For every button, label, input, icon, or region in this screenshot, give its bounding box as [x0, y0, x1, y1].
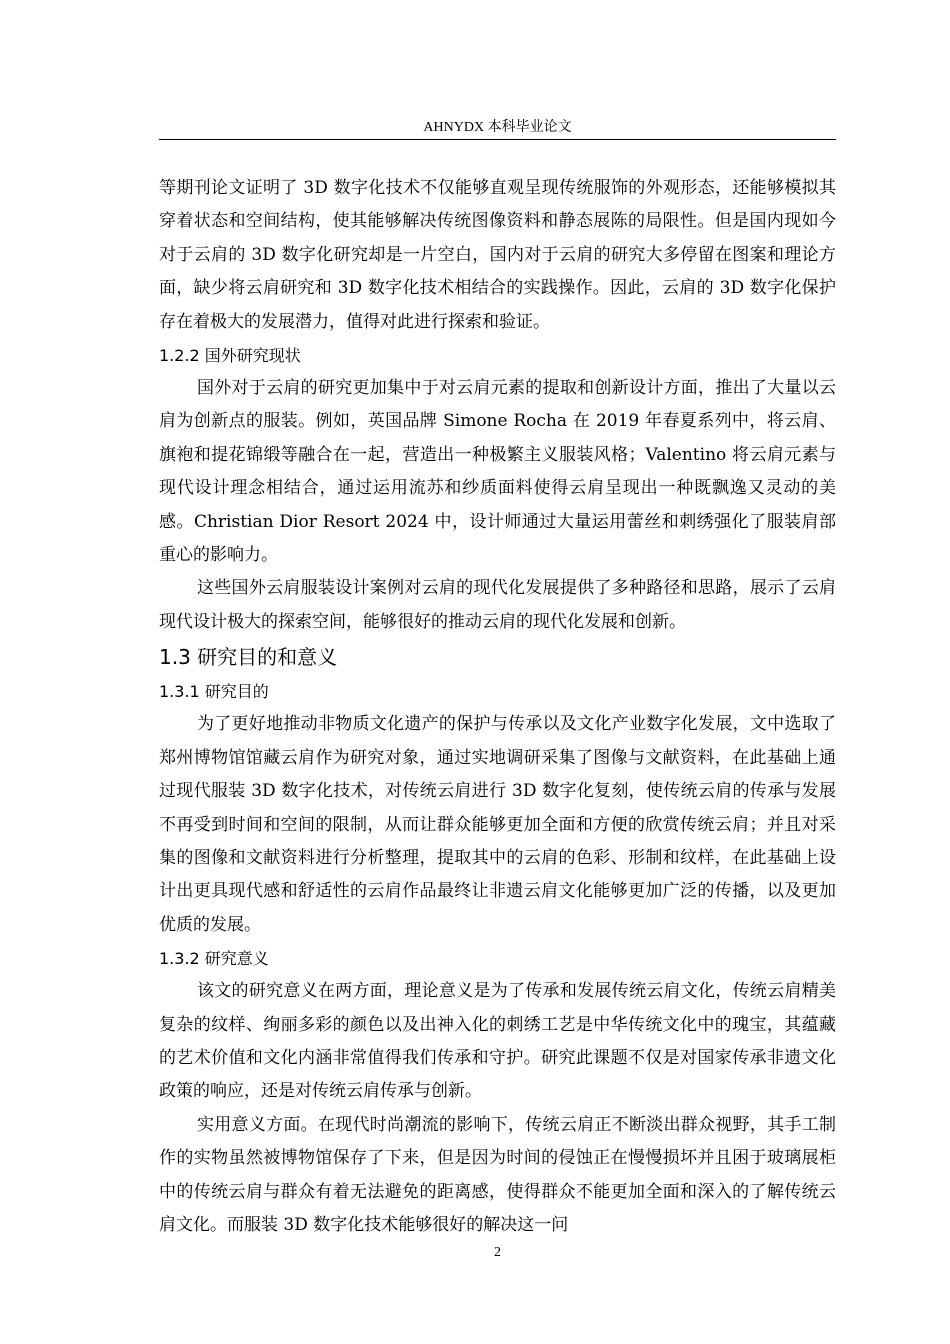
paragraph-research-meaning-2: 实用意义方面。在现代时尚潮流的影响下，传统云肩正不断淡出群众视野，其手工制作的实物虽然被博物馆保存了下来，但是因为时间的侵蚀正在慢慢损坏并且困于玻璃展柜中的传统云肩与群众有着无法避免的距离感，使得群众不能更加全面和深入的了解传统云肩文化。而服装 3D 数字化技术能够很好的解决这一问	[159, 1114, 836, 1235]
paragraph-research-meaning-1: 该文的研究意义在两方面，理论意义是为了传承和发展传统云肩文化，传统云肩精美复杂的纹样、绚丽多彩的颜色以及出神入化的刺绣工艺是中华传统文化中的瑰宝，其蕴藏的艺术价值和文化内涵非常值得我们传承和守护。研究此课题不仅是对国家传承非遗文化政策的响应，还是对传统云肩传承与创新。	[159, 981, 836, 1102]
paragraph-foreign-research-2: 这些国外云肩服装设计案例对云肩的现代化发展提供了多种路径和思路，展示了云肩现代设计极大的探索空间，能够很好的推动云肩的现代化发展和创新。	[159, 578, 836, 632]
paragraph-foreign-research-1: 国外对于云肩的研究更加集中于对云肩元素的提取和创新设计方面，推出了大量以云肩为创新点的服装。例如，英国品牌 Simone Rocha 在 2019 年春夏系列中，将云肩、旗袍和提花锦缎等融合在一起，营造出一种极繁主义服装风格；Valentino 将云肩元素与现代设计理念相结合，通过运用流苏和纱质面料使得云肩呈现出一种既飘逸又灵动的美感。Christian Dior Resort 2024 中，设计师通过大量运用蕾丝和刺绣强化了服装肩部重心的影响力。	[159, 378, 836, 566]
paragraph-intro: 等期刊论文证明了 3D 数字化技术不仅能够直观呈现传统服饰的外观形态，还能够模拟其穿着状态和空间结构，使其能够解决传统图像资料和静态展陈的局限性。但是国内现如今对于云肩的 3D 数字化研究却是一片空白，国内对于云肩的研究大多停留在图案和理论方面，缺少将云肩研究和 3D 数字化技术相结合的实践操作。因此，云肩的 3D 数字化保护存在着极大的发展潜力，值得对此进行探索和验证。	[159, 178, 836, 332]
section-heading-1-3: 1.3 研究目的和意义	[159, 645, 338, 670]
header-divider	[159, 139, 836, 140]
body-content	[159, 172, 836, 1242]
section-heading-1-2-2: 1.2.2 国外研究现状	[159, 346, 301, 366]
section-heading-1-3-2: 1.3.2 研究意义	[159, 949, 269, 969]
running-header: AHNYDX 本科毕业论文	[423, 120, 572, 135]
paragraph-research-purpose: 为了更好地推动非物质文化遗产的保护与传承以及文化产业数字化发展，文中选取了郑州博物馆馆藏云肩作为研究对象，通过实地调研采集了图像与文献资料，在此基础上通过现代服装 3D 数字化技术，对传统云肩进行 3D 数字化复刻，使传统云肩的传承与发展不再受到时间和空间的限制，从而让群众能够更加全面和方便的欣赏传统云肩；并且对采集的图像和文献资料进行分析整理，提取其中的云肩的色彩、形制和纹样，在此基础上设计出更具现代感和舒适性的云肩作品最终让非遗云肩文化能够更加广泛的传播，以及更加优质的发展。	[159, 714, 836, 935]
section-heading-1-3-1: 1.3.1 研究目的	[159, 682, 269, 702]
page-number: 2	[494, 1245, 501, 1260]
